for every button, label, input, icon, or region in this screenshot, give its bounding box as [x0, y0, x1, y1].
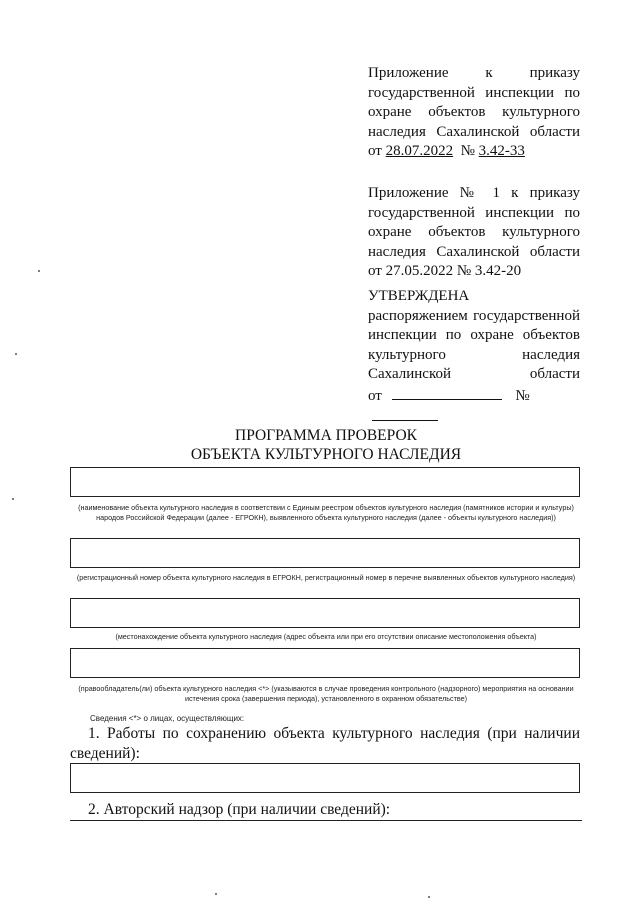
appendix-1-date-prefix: от: [368, 143, 382, 159]
appendix-1-date: 28.07.2022: [385, 143, 454, 159]
title-line-2: ОБЪЕКТА КУЛЬТУРНОГО НАСЛЕДИЯ: [190, 446, 462, 463]
persons-info-label: Сведения <*> о лицах, осуществляющих:: [90, 714, 245, 723]
item-2-underline: [70, 820, 582, 821]
object-name-caption: (наименование объекта культурного наследия в соответствии с Единым реестром объектов культурного наследия (памятников истории и культуры) народов Российской Федерации (далее - ЕГРОКН), выявленного объекта культурного наследия (далее - объекты культурного наследия)): [78, 503, 574, 522]
location-field[interactable]: [70, 598, 580, 628]
appendix-2-line: охране объектов культурного: [368, 224, 580, 240]
approval-heading: УТВЕРЖДЕНА: [368, 288, 470, 304]
appendix-1-line: охране объектов культурного: [368, 104, 580, 120]
approval-date-line: [368, 385, 580, 428]
item-1-field[interactable]: [70, 763, 580, 793]
appendix-2-date-line: от 27.05.2022 № 3.42-20: [368, 263, 522, 279]
scan-speck: [428, 896, 430, 898]
approval-line: Сахалинской области: [368, 366, 580, 382]
scan-speck: [215, 893, 217, 895]
scan-speck: [15, 353, 17, 355]
reg-number-caption: (регистрационный номер объекта культурного наследия в ЕГРОКН, регистрационный номер в перечне выявленных объектов культурного наследия): [76, 573, 576, 582]
approval-line: инспекции по охране объектов: [368, 327, 580, 343]
item-1-text: 1. Работы по сохранению объекта культурного наследия (при наличии сведений):: [70, 725, 580, 762]
scan-speck: [38, 270, 40, 272]
appendix-2-block: [368, 184, 580, 282]
location-caption: (местонахождение объекта культурного наследия (адрес объекта или при его отсутствии описание местоположения объекта): [115, 632, 537, 641]
appendix-1-date-line: [368, 142, 580, 162]
approval-line: распоряжением государственной: [368, 307, 580, 324]
object-name-field[interactable]: [70, 467, 580, 497]
owner-field[interactable]: [70, 648, 580, 678]
appendix-2-line: Приложение № 1 к приказу: [368, 185, 580, 201]
appendix-1-block: [368, 64, 580, 162]
approval-block: [368, 287, 580, 428]
appendix-1-line: Приложение к приказу: [368, 65, 580, 81]
reg-number-field[interactable]: [70, 538, 580, 568]
owner-caption: (правообладатель(ли) объекта культурного наследия <*> (указываются в случае проведения контрольного (надзорного) мероприятия на основании истечения срока (завершения периода), установленного в охранном обязательстве): [78, 684, 574, 703]
approval-from-label: от: [368, 387, 382, 404]
title-line-1: ПРОГРАММА ПРОВЕРОК: [235, 427, 417, 444]
scan-speck: [12, 498, 14, 500]
appendix-1-number: 3.42-33: [478, 143, 525, 159]
approval-line: культурного наследия: [368, 346, 580, 363]
approval-number-blank[interactable]: [372, 406, 438, 421]
approval-num-label: №: [515, 387, 530, 404]
appendix-1-line: наследия Сахалинской области: [368, 123, 580, 140]
appendix-2-line: государственной инспекции по: [368, 204, 580, 221]
document-title: [70, 426, 582, 464]
approval-date-blank[interactable]: [392, 385, 502, 400]
appendix-2-line: наследия Сахалинской области: [368, 243, 580, 260]
item-2-text: 2. Авторский надзор (при наличии сведений):: [88, 801, 391, 818]
appendix-1-num-prefix: №: [460, 143, 475, 159]
appendix-1-line: государственной инспекции по: [368, 84, 580, 101]
